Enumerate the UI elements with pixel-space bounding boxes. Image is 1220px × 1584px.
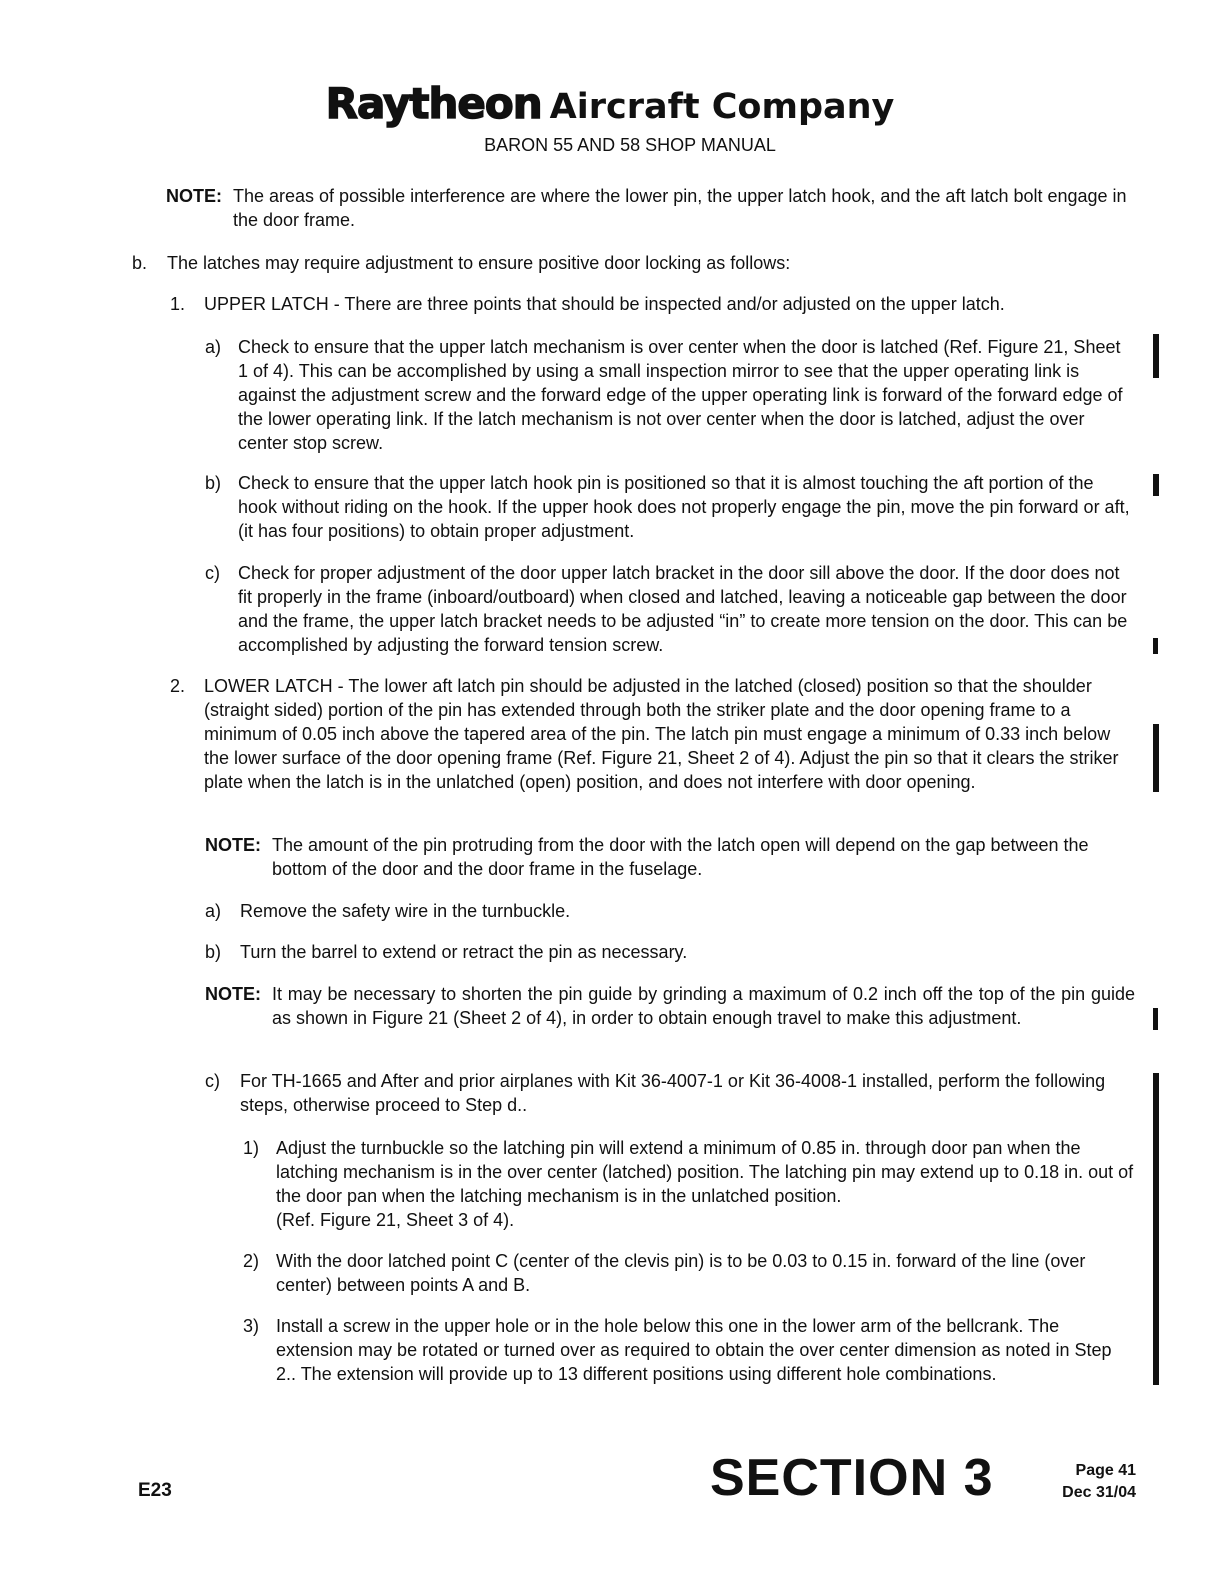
- note-label: NOTE:: [205, 984, 261, 1004]
- step-marker: b): [205, 473, 222, 493]
- step-text: Check for proper adjustment of the door upper latch bracket in the door sill above the door. If the door does not fit properly in the frame (inboard/outboard) when closed and latched, leaving a noticeable gap between the door and the frame, the upper latch bracket needs to be adjusted “in” to create more tension on the door. This can be accomplished by adjusting the forward tension screw.: [238, 563, 1128, 655]
- step-marker: a): [205, 901, 222, 921]
- step-marker: a): [205, 337, 222, 357]
- step-marker: 2): [243, 1251, 260, 1271]
- revision-bar: [1153, 1008, 1158, 1030]
- step-marker: 1): [243, 1138, 260, 1158]
- upper-latch-c: [205, 561, 1130, 657]
- note-pin-guide: [205, 982, 1135, 1030]
- brand-name: Raytheon: [325, 79, 542, 128]
- company-name: Aircraft Company: [549, 87, 895, 127]
- revision-bar: [1153, 334, 1159, 378]
- note-label: NOTE:: [205, 835, 261, 855]
- step-marker: b.: [132, 253, 148, 273]
- note-text: The areas of possible interference are where the lower pin, the upper latch hook, and the aft latch bolt engage in the door frame.: [233, 186, 1127, 230]
- step-marker: c): [205, 563, 220, 583]
- lower-latch: [170, 674, 1130, 794]
- step-text: Check to ensure that the upper latch hook pin is positioned so that it is almost touching the aft portion of the hook without riding on the hook. If the upper hook does not properly engage the pin, move the pin forward or aft, (it has four positions) to obtain proper adjustment.: [238, 473, 1130, 541]
- revision-bar: [1153, 724, 1159, 792]
- page-header: [0, 78, 1220, 156]
- page-number: Page 41: [1075, 1462, 1136, 1479]
- note-text: The amount of the pin protruding from the door with the latch open will depend on the gap between the bottom of the door and the door frame in the fuselage.: [272, 835, 1089, 879]
- note-label: NOTE:: [166, 186, 222, 206]
- lower-latch-b: [205, 940, 1130, 964]
- section-title: SECTION 3: [710, 1449, 994, 1507]
- page-code: E23: [138, 1480, 172, 1501]
- step-marker: 1.: [170, 294, 186, 314]
- page-info: [1040, 1460, 1136, 1504]
- lower-latch-c-step-3: [243, 1314, 1135, 1386]
- revision-bar: [1153, 474, 1159, 496]
- step-text: For TH-1665 and After and prior airplanes with Kit 36-4007-1 or Kit 36-4008-1 installed, perform the following steps, otherwise proceed to Step d..: [240, 1071, 1106, 1115]
- step-text: Adjust the turnbuckle so the latching pin will extend a minimum of 0.85 in. through door pan when the latching mechanism is in the over center (latched) position. The latching pin may extend up to 0.18 in. out of the door pan when the latching mechanism is in the unlatched position.: [276, 1138, 1134, 1206]
- company-logo: [0, 78, 1220, 133]
- lower-latch-c-step-1: [243, 1136, 1135, 1232]
- revision-bar: [1153, 638, 1158, 654]
- step-marker: c): [205, 1071, 220, 1091]
- revision-bar: [1153, 1073, 1159, 1385]
- step-text: The latches may require adjustment to ensure positive door locking as follows:: [167, 253, 791, 273]
- step-text: UPPER LATCH - There are three points that should be inspected and/or adjusted on the upper latch.: [204, 294, 1005, 314]
- step-marker: 2.: [170, 676, 186, 696]
- step-text: LOWER LATCH - The lower aft latch pin should be adjusted in the latched (closed) position so that the shoulder (straight sided) portion of the pin has extended through both the striker plate and the door opening frame to a minimum of 0.05 inch above the tapered area of the pin. The latch pin must engage a minimum of 0.33 inch below the lower surface of the door opening frame (Ref. Figure 21, Sheet 2 of 4). Adjust the pin so that it clears the striker plate when the latch is in the unlatched (open) position, and does not interfere with door opening.: [204, 676, 1119, 792]
- lower-latch-c-step-2: [243, 1249, 1135, 1297]
- lower-latch-a: [205, 899, 1130, 923]
- step-reference: (Ref. Figure 21, Sheet 3 of 4).: [276, 1210, 515, 1230]
- note-pin-protrusion: [205, 833, 1135, 881]
- manual-title: BARON 55 AND 58 SHOP MANUAL: [484, 135, 776, 155]
- upper-latch-a: [205, 335, 1130, 455]
- step-b: [132, 251, 1132, 275]
- revision-date: Dec 31/04: [1062, 1484, 1136, 1501]
- step-marker: b): [205, 942, 222, 962]
- step-text: Remove the safety wire in the turnbuckle.: [240, 901, 571, 921]
- lower-latch-c: [205, 1069, 1130, 1117]
- step-text: Check to ensure that the upper latch mechanism is over center when the door is latched (Ref. Figure 21, Sheet 1 of 4). This can be accomplished by using a small inspection mirror to see that the upper operating link is against the adjustment screw and the forward edge of the upper operating link is forward of the forward edge of the lower operating link. If the latch mechanism is not over center when the door is latched, adjust the over center stop screw.: [238, 337, 1123, 453]
- upper-latch-b: [205, 471, 1130, 543]
- step-text: Turn the barrel to extend or retract the pin as necessary.: [240, 942, 688, 962]
- step-text: With the door latched point C (center of the clevis pin) is to be 0.03 to 0.15 in. forward of the line (over center) between points A and B.: [276, 1251, 1086, 1295]
- upper-latch: [170, 292, 1130, 316]
- note-text: It may be necessary to shorten the pin guide by grinding a maximum of 0.2 inch off the top of the pin guide as shown in Figure 21 (Sheet 2 of 4), in order to obtain enough travel to make this adjustment.: [272, 984, 1135, 1028]
- step-text: Install a screw in the upper hole or in the hole below this one in the lower arm of the bellcrank. The extension may be rotated or turned over as required to obtain the over center dimension as noted in Step 2.. The extension will provide up to 13 different positions using different hole combinations.: [276, 1316, 1112, 1384]
- step-marker: 3): [243, 1316, 260, 1336]
- note-interference: [166, 184, 1136, 232]
